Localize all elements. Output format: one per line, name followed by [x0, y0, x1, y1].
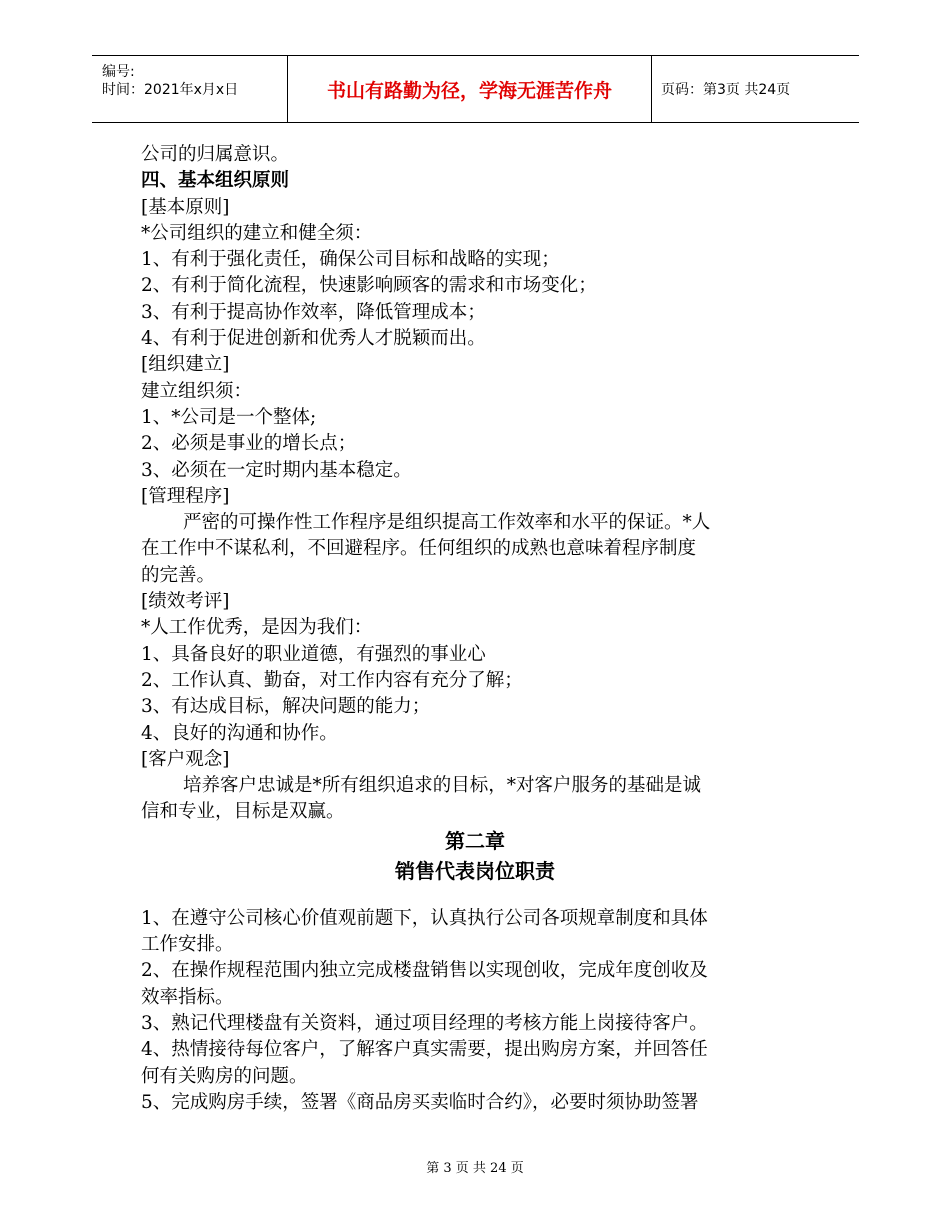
- list-item: 4、热情接待每位客户，了解客户真实需要，提出购房方案，并回答任: [141, 1039, 708, 1061]
- document-time: 时间：2021年x月x日: [102, 82, 239, 98]
- list-item: 3、有利于提高协作效率，降低管理成本；: [141, 301, 486, 323]
- subsection-label: [客户观念]: [141, 748, 230, 770]
- paragraph-line: 效率指标。: [141, 986, 234, 1008]
- document-body: [141, 142, 809, 1116]
- paragraph-line: *公司组织的建立和健全须：: [141, 222, 373, 244]
- document-code-label: 编号:: [102, 64, 135, 80]
- chapter-title: 销售代表岗位职责: [395, 858, 555, 883]
- header-page-info: 页码：第3页 共24页: [661, 82, 791, 98]
- header-motto: 书山有路勤为径，学海无涯苦作舟: [326, 79, 612, 102]
- list-item: 2、有利于简化流程，快速影响顾客的需求和市场变化；: [141, 275, 597, 297]
- subsection-label: [绩效考评]: [141, 591, 230, 613]
- list-item: 3、有达成目标，解决问题的能力；: [141, 696, 431, 718]
- list-item: 4、良好的沟通和协作。: [141, 722, 338, 744]
- list-item: 3、必须在一定时期内基本稳定。: [141, 459, 412, 481]
- list-item: 1、具备良好的职业道德，有强烈的事业心: [141, 643, 486, 665]
- list-item: 2、在操作规程范围内独立完成楼盘销售以实现创收，完成年度创收及: [141, 960, 708, 982]
- paragraph-line: 培养客户忠诚是*所有组织追求的目标，*对客户服务的基础是诚: [183, 775, 702, 797]
- paragraph-line: 信和专业，目标是双赢。: [141, 801, 345, 823]
- paragraph-line: 严密的可操作性工作程序是组织提高工作效率和水平的保证。*人: [183, 512, 711, 534]
- spacer: [141, 886, 809, 906]
- subsection-label: [管理程序]: [141, 485, 230, 507]
- subsection-label: [组织建立]: [141, 354, 230, 376]
- list-item: 1、在遵守公司核心价值观前题下，认真执行公司各项规章制度和具体: [141, 907, 708, 929]
- list-item: 1、有利于强化责任，确保公司目标和战略的实现；: [141, 249, 560, 271]
- page-footer: 第 3 页 共 24 页: [426, 1161, 524, 1176]
- paragraph-line: 何有关购房的问题。: [141, 1065, 308, 1087]
- paragraph-line: *人工作优秀，是因为我们：: [141, 617, 373, 639]
- header-motto-cell: [287, 56, 652, 122]
- paragraph-line: 的完善。: [141, 564, 216, 586]
- list-item: 2、必须是事业的增长点；: [141, 433, 357, 455]
- list-item: 4、有利于促进创新和优秀人才脱颖而出。: [141, 328, 486, 350]
- header-meta: [92, 56, 287, 122]
- section-heading: 四、基本组织原则: [141, 170, 290, 192]
- paragraph-line: 建立组织须：: [141, 380, 253, 402]
- document-header: [92, 55, 859, 123]
- subsection-label: [基本原则]: [141, 196, 230, 218]
- paragraph-line: 在工作中不谋私利，不回避程序。任何组织的成熟也意味着程序制度: [141, 538, 697, 560]
- list-item: 5、完成购房手续，签署《商品房买卖临时合约》，必要时须协助签署: [141, 1091, 699, 1113]
- list-item: 2、工作认真、勤奋，对工作内容有充分了解；: [141, 669, 523, 691]
- paragraph-line: 工作安排。: [141, 934, 234, 956]
- list-item: 3、熟记代理楼盘有关资料，通过项目经理的考核方能上岗接待客户。: [141, 1012, 708, 1034]
- chapter-number: 第二章: [445, 828, 505, 853]
- header-page-cell: [651, 56, 859, 122]
- paragraph-line: 公司的归属意识。: [141, 144, 290, 165]
- list-item: 1、*公司是一个整体;: [141, 406, 317, 428]
